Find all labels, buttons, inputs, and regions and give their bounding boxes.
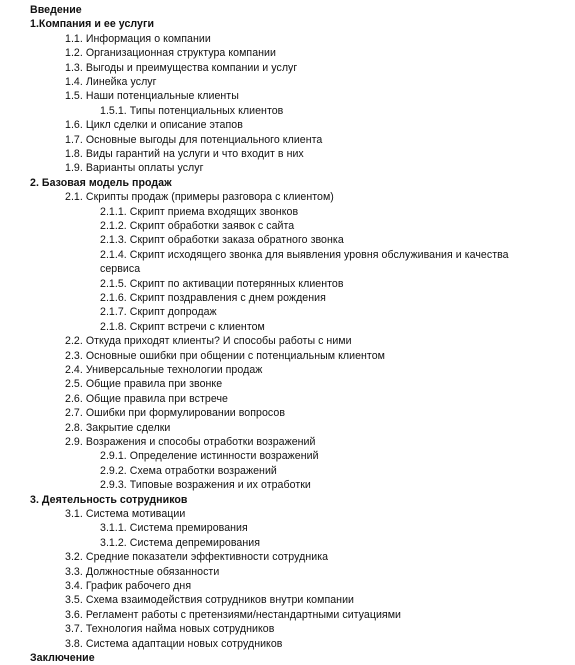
toc-subsection: 1.2. Организационная структура компании	[65, 47, 276, 60]
toc-subsubsection: 2.1.5. Скрипт по активации потерянных клиентов	[100, 277, 344, 290]
toc-subsection: 2.8. Закрытие сделки	[65, 421, 171, 434]
toc-subsection: 2.5. Общие правила при звонке	[65, 378, 223, 391]
toc-subsubsection: 2.9.2. Схема отработки возражений	[100, 464, 277, 477]
toc-subsection: 1.4. Линейка услуг	[65, 76, 157, 88]
toc-subsection: 3.8. Система адаптации новых сотрудников	[65, 637, 283, 650]
toc-heading: 1.Компания и ее услуги	[30, 18, 155, 31]
toc-subsection: 1.7. Основные выгоды для потенциального клиента	[65, 133, 323, 146]
toc-subsection: 1.1. Информация о компании	[65, 32, 211, 45]
toc-heading: Введение	[30, 4, 82, 16]
toc-subsubsection: 3.1.2. Система депремирования	[100, 536, 260, 549]
toc-subsubsection: 2.1.4. Скрипт исходящего звонка для выявления уровня обслуживания и качества	[100, 248, 509, 261]
toc-subsection: 1.9. Варианты оплаты услуг	[65, 162, 204, 175]
toc-subsection: 2.3. Основные ошибки при общении с потенциальным клиентом	[65, 349, 385, 362]
toc-heading: 3. Деятельность сотрудников	[30, 493, 188, 506]
toc-subsubsection: 2.1.8. Скрипт встречи с клиентом	[100, 320, 265, 333]
toc-subsubsection: 2.1.3. Скрипт обработки заказа обратного звонка	[100, 234, 344, 247]
toc-heading: Заключение	[30, 652, 95, 664]
toc-subsection: 1.5. Наши потенциальные клиенты	[65, 90, 239, 103]
toc-subsubsection: 2.1.6. Скрипт поздравления с днем рождения	[100, 292, 326, 304]
toc-subsection: 1.6. Цикл сделки и описание этапов	[65, 119, 243, 132]
toc-subsection: 2.2. Откуда приходят клиенты? И способы работы с ними	[65, 335, 352, 348]
toc-subsubsection: 2.1.7. Скрипт допродаж	[100, 306, 217, 319]
toc-subsection: 3.7. Технология найма новых сотрудников	[65, 623, 275, 636]
toc-subsection: 3.5. Схема взаимодействия сотрудников внутри компании	[65, 594, 355, 607]
toc-subsection: 1.3. Выгоды и преимущества компании и услуг	[65, 61, 298, 74]
toc-subsection: 2.6. Общие правила при встрече	[65, 392, 228, 405]
toc-subsubsection: 2.9.1. Определение истинности возражений	[100, 450, 319, 463]
toc-subsection: 1.8. Виды гарантий на услуги и что входит в них	[65, 148, 304, 160]
toc-subsubsection: 1.5.1. Типы потенциальных клиентов	[100, 104, 284, 117]
toc-subsection: 3.3. Должностные обязанности	[65, 565, 220, 578]
toc-subsubsection: сервиса	[100, 263, 141, 276]
toc-subsection: 3.1. Система мотивации	[65, 508, 186, 520]
toc-subsection: 2.1. Скрипты продаж (примеры разговора с клиентом)	[65, 191, 334, 204]
toc-heading: 2. Базовая модель продаж	[30, 176, 172, 189]
toc-subsection: 3.4. График рабочего дня	[65, 580, 192, 592]
toc-subsection: 3.2. Средние показатели эффективности сотрудника	[65, 551, 329, 564]
toc-subsubsection: 2.1.1. Скрипт приема входящих звонков	[100, 205, 299, 218]
toc-subsection: 2.4. Универсальные технологии продаж	[65, 364, 263, 376]
toc-subsection: 3.6. Регламент работы с претензиями/нестандартными ситуациями	[65, 608, 402, 621]
toc-subsection: 2.9. Возражения и способы отработки возражений	[65, 436, 316, 448]
toc-subsubsection: 2.9.3. Типовые возражения и их отработки	[100, 479, 311, 492]
toc-subsubsection: 2.1.2. Скрипт обработки заявок с сайта	[100, 220, 295, 232]
toc-subsection: 2.7. Ошибки при формулировании вопросов	[65, 407, 286, 420]
toc-subsubsection: 3.1.1. Система премирования	[100, 522, 248, 535]
